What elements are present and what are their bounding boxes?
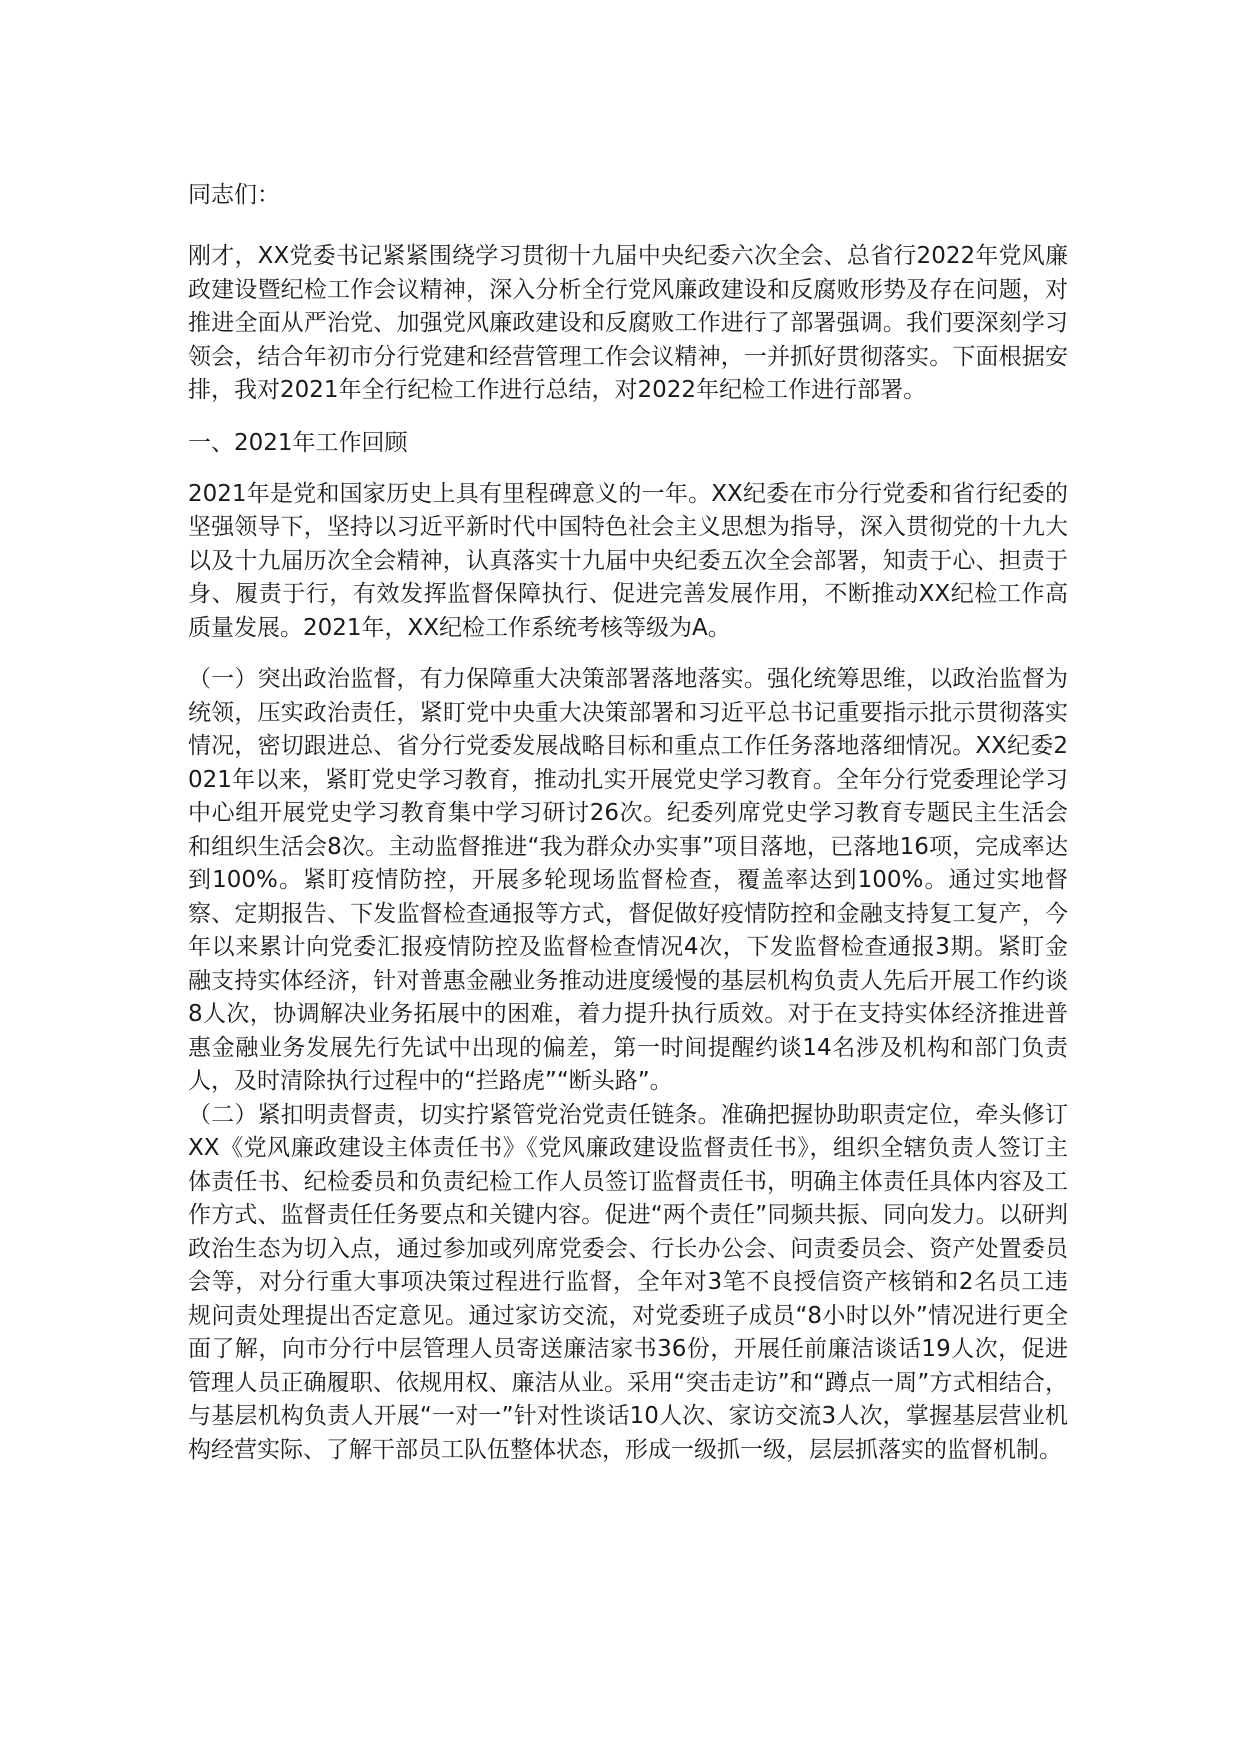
document-body [188, 178, 1068, 1485]
overview-paragraph: 2021年是党和国家历史上具有里程碑意义的一年。XX纪委在市分行党委和省行纪委的坚强领导下，坚持以习近平新时代中国特色社会主义思想为指导，深入贯彻党的十九大以及十九届历次全会精神，认真落实十九届中央纪委五次全会部署，知责于心、担责于身、履责于行，有效发挥监督保障执行、促进完善发展作用，不断推动XX纪检工作高质量发展。2021年，XX纪检工作系统考核等级为A。 [188, 480, 1068, 641]
greeting: 同志们： [188, 182, 280, 208]
item-one-paragraph: （一）突出政治监督，有力保障重大决策部署落地落实。强化统筹思维，以政治监督为统领，压实政治责任，紧盯党中央重大决策部署和习近平总书记重要指示批示贯彻落实情况，密切跟进总、省分行党委发展战略目标和重点工作任务落地落细情况。XX纪委2021年以来，紧盯党史学习教育，推动扎实开展党史学习教育。全年分行党委理论学习中心组开展党史学习教育集中学习研讨26次。纪委列席党史学习教育专题民主生活会和组织生活会8次。主动监督推进“我为群众办实事”项目落地，已落地16项，完成率达到100%。紧盯疫情防控，开展多轮现场监督检查，覆盖率达到100%。通过实地督察、定期报告、下发监督检查通报等方式，督促做好疫情防控和金融支持复工复产，今年以来累计向党委汇报疫情防控及监督检查情况4次，下发监督检查通报3期。紧盯金融支持实体经济，针对普惠金融业务推动进度缓慢的基层机构负责人先后开展工作约谈8人次，协调解决业务拓展中的困难，着力提升执行质效。对于在支持实体经济推进普惠金融业务发展先行先试中出现的偏差，第一时间提醒约谈14名涉及机构和部门负责人，及时清除执行过程中的“拦路虎”“断头路”。 [188, 666, 1068, 1094]
intro-paragraph: 刚才，XX党委书记紧紧围绕学习贯彻十九届中央纪委六次全会、总省行2022年党风廉政建设暨纪检工作会议精神，深入分析全行党风廉政建设和反腐败形势及存在问题，对推进全面从严治党、加强党风廉政建设和反腐败工作进行了部署强调。我们要深刻学习领会，结合年初市分行党建和经营管理工作会议精神，一并抓好贯彻落实。下面根据安排，我对2021年全行纪检工作进行总结，对2022年纪检工作进行部署。 [188, 243, 1068, 403]
item-two-paragraph: （二）紧扣明责督责，切实拧紧管党治党责任链条。准确把握协助职责定位，牵头修订XX《党风廉政建设主体责任书》《党风廉政建设监督责任书》，组织全辖负责人签订主体责任书、纪检委员和负责纪检工作人员签订监督责任书，明确主体责任具体内容及工作方式、监督责任任务要点和关键内容。促进“两个责任”同频共振、同向发力。以研判政治生态为切入点，通过参加或列席党委会、行长办公会、问责委员会、资产处置委员会等，对分行重大事项决策过程进行监督，全年对3笔不良授信资产核销和2名员工违规问责处理提出否定意见。通过家访交流，对党委班子成员“8小时以外”情况进行更全面了解，向市分行中层管理人员寄送廉洁家书36份，开展任前廉洁谈话19人次，促进管理人员正确履职、依规用权、廉洁从业。采用“突击走访”和“蹲点一周”方式相结合，与基层机构负责人开展“一对一”针对性谈话10人次、家访交流3人次，掌握基层营业机构经营实际、了解干部员工队伍整体状态，形成一级抓一级，层层抓落实的监督机制。 [188, 1101, 1068, 1463]
section-heading: 一、2021年工作回顾 [188, 429, 408, 456]
